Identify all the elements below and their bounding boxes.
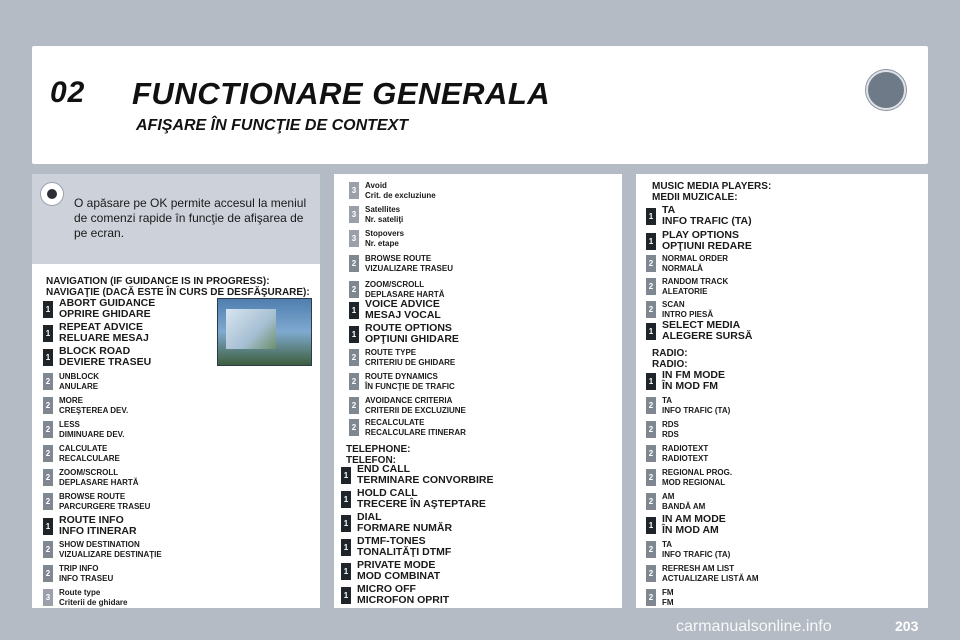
menu-item-ro: RECALCULARE ITINERAR [365,428,466,437]
menu-item-text [662,492,705,512]
menu-item-ro: FORMARE NUMĂR [357,522,453,534]
menu-item-ro: DEVIERE TRASEU [59,356,152,368]
level-badge: 1 [349,302,359,319]
menu-item-ro: RDS [662,430,679,439]
menu-item-ro: ALEGERE SURSĂ [662,330,753,342]
level-badge: 1 [341,467,351,484]
menu-item-text [59,588,127,608]
level-badge: 2 [349,419,359,436]
menu-item-text [662,205,752,227]
menu-item-en: ZOOM/SCROLL [365,280,425,289]
menu-item-text [365,372,455,392]
menu-item-ro: CRITERII DE EXCLUZIUNE [365,406,466,415]
level-badge: 3 [43,589,53,606]
music-heading-ro: MEDII MUZICALE: [652,192,738,203]
level-badge: 3 [349,182,359,199]
level-badge: 1 [43,349,53,366]
menu-item-en: RECALCULATE [365,418,425,427]
menu-item-ro: CRITERIU DE GHIDARE [365,358,456,367]
menu-item-ro: INTRO PIESĂ [662,310,714,319]
radio-heading [652,348,688,370]
menu-item-text [357,560,440,582]
menu-item-en: ROUTE DYNAMICS [365,372,438,381]
menu-item-en: Satellites [365,205,401,214]
radio-heading-ro: RADIO: [652,359,688,370]
menu-item-text [662,564,759,584]
menu-item-en: SCAN [662,300,685,309]
menu-item-ro: TONALITĂŢI DTMF [357,546,452,558]
menu-item-ro: ACTUALIZARE LISTĂ AM [662,574,759,583]
menu-item-en: VOICE ADVICE [365,298,440,310]
menu-item-text [662,230,752,252]
level-badge: 2 [349,349,359,366]
menu-item-en: BROWSE ROUTE [59,492,126,501]
level-badge: 1 [349,326,359,343]
level-badge: 2 [349,281,359,298]
telephone-heading-en: TELEPHONE: [346,444,411,455]
menu-item-ro: MICROFON OPRIT [357,594,450,606]
menu-item-en: END CALL [357,463,411,475]
menu-item-text [59,468,139,488]
menu-item-ro: OPŢIUNI GHIDARE [365,333,459,345]
menu-item-text [662,277,728,297]
level-badge: 2 [349,255,359,272]
menu-item-ro: ALEATORIE [662,287,708,296]
level-badge: 1 [341,587,351,604]
menu-item-text [365,323,459,345]
menu-item-ro: RECALCULARE [59,454,120,463]
navigation-heading [46,276,310,298]
level-badge: 1 [341,491,351,508]
level-badge: 2 [43,373,53,390]
level-badge: 2 [43,421,53,438]
level-badge: 2 [646,421,656,438]
menu-item-en: LESS [59,420,80,429]
menu-item-en: Route type [59,588,101,597]
menu-item-ro: RELUARE MESAJ [59,332,149,344]
menu-item-text [59,322,149,344]
level-badge: 2 [646,589,656,606]
menu-item-ro: RADIOTEXT [662,454,709,463]
menu-item-text [59,540,162,560]
menu-item-en: RDS [662,420,679,429]
level-badge: 2 [43,541,53,558]
watermark: carmanualsonline.info [676,618,832,635]
menu-item-text [365,181,436,201]
menu-item-en: SELECT MEDIA [662,319,741,331]
menu-item-text [662,444,708,464]
menu-item-text [59,564,113,584]
page-title: FUNCTIONARE GENERALA [132,76,551,111]
menu-item-text [59,492,150,512]
menu-item-en: ROUTE INFO [59,514,124,526]
menu-item-text [357,488,486,510]
level-badge: 1 [43,518,53,535]
level-badge: 3 [349,230,359,247]
menu-item-text [59,420,125,440]
menu-item-en: ZOOM/SCROLL [59,468,119,477]
level-badge: 1 [341,515,351,532]
menu-item-text [662,540,730,560]
book-icon [866,70,906,110]
menu-item-ro: OPRIRE GHIDARE [59,308,151,320]
info-icon [40,182,64,206]
level-badge: 2 [43,397,53,414]
menu-item-ro: NORMALĂ [662,264,703,273]
menu-item-text [365,418,466,438]
menu-item-en: RADIOTEXT [662,444,709,453]
level-badge: 2 [43,493,53,510]
menu-item-en: DTMF-TONES [357,535,426,547]
menu-item-text [662,370,725,392]
menu-item-en: ROUTE TYPE [365,348,417,357]
menu-item-en: MORE [59,396,83,405]
menu-item-text [365,299,441,321]
level-badge: 2 [646,301,656,318]
menu-item-ro: Criterii de ghidare [59,598,128,607]
menu-item-ro: VIZUALIZARE TRASEU [365,264,453,273]
menu-item-ro: TRECERE ÎN AŞTEPTARE [357,498,486,510]
menu-item-text [662,254,728,274]
menu-item-en: ROUTE OPTIONS [365,322,452,334]
level-badge: 1 [43,301,53,318]
menu-item-text [662,396,730,416]
menu-item-en: PLAY OPTIONS [662,229,740,241]
menu-item-text [662,468,732,488]
menu-item-ro: MOD COMBINAT [357,570,441,582]
level-badge: 2 [349,373,359,390]
menu-item-text [662,420,679,440]
menu-item-en: ABORT GUIDANCE [59,297,156,309]
level-badge: 1 [646,517,656,534]
menu-item-ro: TERMINARE CONVORBIRE [357,474,494,486]
menu-item-text [357,536,451,558]
menu-item-ro: Crit. de excluziune [365,191,436,200]
menu-item-text [357,512,452,534]
menu-item-text [357,464,494,486]
menu-item-ro: Nr. etape [365,239,399,248]
menu-item-ro: PARCURGERE TRASEU [59,502,151,511]
menu-item-en: Avoid [365,181,387,190]
menu-item-text [662,514,726,536]
menu-item-text [662,588,674,608]
telephone-heading-ro: TELEFON: [346,455,396,466]
menu-item-text [365,254,453,274]
menu-item-ro: ÎN MOD AM [662,524,719,536]
menu-item-en: MICRO OFF [357,583,416,595]
menu-item-text [365,396,466,416]
level-badge: 2 [646,255,656,272]
menu-item-ro: DEPLASARE HARTĂ [365,290,445,299]
menu-item-en: NORMAL ORDER [662,254,729,263]
menu-item-text [365,205,403,225]
menu-item-en: AM [662,492,675,501]
menu-item-text [662,300,713,320]
menu-item-ro: MOD REGIONAL [662,478,726,487]
menu-item-en: AVOIDANCE CRITERIA [365,396,453,405]
level-badge: 2 [646,493,656,510]
music-heading [652,181,771,203]
page-subtitle: AFIŞARE ÎN FUNCŢIE DE CONTEXT [136,117,409,134]
level-badge: 2 [646,469,656,486]
menu-item-en: TA [662,396,673,405]
level-badge: 1 [43,325,53,342]
menu-item-en: IN FM MODE [662,369,725,381]
menu-item-en: SHOW DESTINATION [59,540,140,549]
menu-item-en: REGIONAL PROG. [662,468,733,477]
menu-item-ro: ANULARE [59,382,99,391]
menu-item-text [365,229,404,249]
menu-item-en: HOLD CALL [357,487,418,499]
menu-item-ro: DEPLASARE HARTĂ [59,478,139,487]
menu-item-text [59,515,137,537]
menu-item-ro: INFO TRASEU [59,574,114,583]
menu-item-text [59,372,99,392]
menu-item-en: RANDOM TRACK [662,277,729,286]
menu-item-en: Stopovers [365,229,405,238]
level-badge: 2 [646,278,656,295]
menu-item-text [59,396,128,416]
menu-item-en: BROWSE ROUTE [365,254,432,263]
menu-item-ro: BANDĂ AM [662,502,706,511]
menu-item-en: TRIP INFO [59,564,99,573]
navigation-screen-image [217,298,312,366]
menu-item-en: TA [662,204,676,216]
menu-item-en: TA [662,540,673,549]
menu-item-text [365,280,445,300]
menu-item-ro: INFO TRAFIC (TA) [662,406,731,415]
level-badge: 2 [349,397,359,414]
chapter-number: 02 [50,76,86,109]
menu-item-ro: ÎN FUNCŢIE DE TRAFIC [365,382,455,391]
level-badge: 3 [349,206,359,223]
menu-item-ro: Nr. sateliţi [365,215,404,224]
menu-item-en: CALCULATE [59,444,108,453]
menu-item-ro: INFO TRAFIC (TA) [662,215,752,227]
navigation-heading-en: NAVIGATION (IF GUIDANCE IS IN PROGRESS): [46,276,270,287]
level-badge: 1 [341,539,351,556]
menu-item-text [662,320,752,342]
music-heading-en: MUSIC MEDIA PLAYERS: [652,181,772,192]
menu-item-text [357,584,449,606]
level-badge: 2 [43,469,53,486]
level-badge: 2 [646,445,656,462]
level-badge: 1 [646,323,656,340]
level-badge: 2 [646,565,656,582]
menu-item-en: IN AM MODE [662,513,726,525]
menu-item-ro: MESAJ VOCAL [365,309,441,321]
menu-item-ro: ÎN MOD FM [662,380,718,392]
navigation-heading-ro: NAVIGAŢIE (DACĂ ESTE ÎN CURS DE DESFĂŞURARE): [46,287,310,298]
menu-item-ro: INFO TRAFIC (TA) [662,550,731,559]
menu-item-ro: DIMINUARE DEV. [59,430,125,439]
level-badge: 2 [43,445,53,462]
menu-item-en: FM [662,588,674,597]
page-number: 203 [895,618,919,634]
menu-item-en: REFRESH AM LIST [662,564,735,573]
radio-heading-en: RADIO: [652,348,688,359]
level-badge: 2 [646,541,656,558]
menu-item-ro: INFO ITINERAR [59,525,137,537]
level-badge: 1 [646,208,656,225]
menu-item-en: PRIVATE MODE [357,559,436,571]
note-text: O apăsare pe OK permite accesul la meniul de comenzi rapide în funcţie de afişarea de pe ecran. [74,196,307,240]
menu-item-en: REPEAT ADVICE [59,321,144,333]
menu-item-text [59,444,120,464]
menu-item-en: DIAL [357,511,382,523]
menu-item-text [59,346,151,368]
menu-item-ro: CREŞTEREA DEV. [59,406,129,415]
menu-item-text [365,348,455,368]
level-badge: 1 [341,563,351,580]
menu-item-en: UNBLOCK [59,372,99,381]
menu-item-ro: FM [662,598,674,607]
menu-item-text [59,298,155,320]
menu-item-ro: VIZUALIZARE DESTINAŢIE [59,550,162,559]
level-badge: 1 [646,233,656,250]
menu-item-ro: OPŢIUNI REDARE [662,240,752,252]
level-badge: 1 [646,373,656,390]
level-badge: 2 [43,565,53,582]
level-badge: 2 [646,397,656,414]
menu-item-en: BLOCK ROAD [59,345,131,357]
